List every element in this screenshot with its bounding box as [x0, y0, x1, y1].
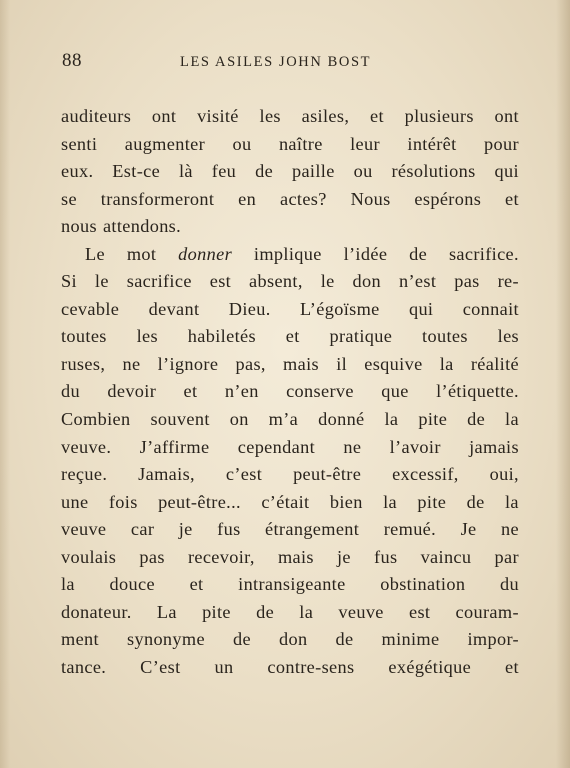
word: C’est — [140, 656, 181, 677]
word: les — [136, 326, 158, 347]
word: de — [255, 161, 274, 182]
word: qui — [494, 161, 519, 182]
word: du — [499, 574, 519, 595]
word: fois — [108, 491, 138, 512]
word: feu — [211, 161, 237, 182]
page-number: 88 — [62, 50, 82, 71]
word: obstination — [380, 574, 466, 595]
word: la — [384, 409, 399, 430]
word: espérons — [414, 188, 482, 209]
word: ont — [494, 106, 519, 126]
word: de — [409, 243, 428, 264]
word: pas — [454, 271, 480, 292]
word: leur — [350, 133, 380, 154]
text-line — [61, 296, 519, 324]
word: ment — [61, 629, 99, 650]
word: naître — [278, 133, 323, 154]
word: cevable — [61, 298, 120, 319]
word: les — [497, 326, 519, 347]
word: jamais — [469, 436, 519, 457]
text-line — [61, 544, 519, 572]
word: pas — [139, 546, 165, 567]
word: fus — [217, 519, 241, 540]
word: remué. — [383, 519, 437, 540]
word: le — [94, 271, 109, 292]
word: de — [232, 629, 251, 650]
word: Je — [460, 519, 477, 540]
word: sacrifice — [126, 271, 192, 292]
word: L’égoïsme — [299, 298, 380, 319]
word: qui — [408, 298, 434, 319]
word: veuve — [338, 601, 384, 622]
word: devoir — [107, 381, 157, 402]
text-line — [61, 516, 519, 544]
word: Est-ce — [112, 161, 161, 182]
word: Dieu. — [228, 298, 271, 319]
word: l’ignore — [157, 353, 219, 374]
word: recevoir, — [187, 546, 255, 567]
page-header — [62, 50, 518, 74]
word: absent, — [249, 271, 303, 292]
word: mais — [277, 546, 314, 567]
word: Combien — [61, 409, 131, 430]
word: c’est — [225, 464, 263, 485]
word: contre-sens — [267, 656, 355, 677]
word: il — [336, 353, 348, 374]
word: Jamais, — [138, 464, 195, 485]
word: senti — [61, 133, 98, 154]
word: m’a — [268, 409, 299, 430]
running-head: LES ASILES JOHN BOST — [180, 54, 372, 70]
word: impor- — [467, 629, 519, 650]
text-line — [61, 323, 519, 351]
text-line — [61, 461, 519, 489]
word: intransigeante — [238, 574, 346, 595]
word: paille — [291, 161, 335, 182]
word: veuve — [61, 519, 107, 540]
word: car — [130, 519, 155, 540]
text-line — [61, 268, 519, 296]
word: nous — [61, 216, 97, 237]
word: exégétique — [388, 656, 472, 677]
word: c’était — [261, 491, 310, 512]
text-line — [61, 489, 519, 517]
word: ne — [500, 519, 519, 540]
text-line — [61, 213, 519, 241]
text-line — [61, 406, 519, 434]
word: couram- — [455, 601, 519, 622]
word: là — [178, 161, 193, 182]
word: étrangement — [265, 519, 360, 540]
word: attendons. — [102, 216, 182, 237]
word: don — [352, 271, 382, 292]
word: devant — [148, 298, 200, 319]
word: les — [259, 106, 281, 126]
word: et — [285, 326, 300, 347]
word: eux. — [61, 161, 94, 182]
word: ruses, — [61, 353, 106, 374]
word: transformeront — [100, 188, 215, 209]
text-line — [61, 654, 519, 682]
word: pratique — [329, 326, 393, 347]
word: minime — [381, 629, 440, 650]
word: souvent — [150, 409, 210, 430]
word: La — [156, 601, 177, 622]
word: n’est — [398, 271, 437, 292]
word: mais — [283, 353, 319, 374]
word: toutes — [422, 326, 468, 347]
word: je — [337, 546, 351, 567]
word: pour — [484, 133, 519, 154]
word: par — [494, 546, 519, 567]
page-edge-left — [0, 0, 10, 768]
word: conserve — [286, 381, 354, 402]
word: la — [504, 491, 519, 512]
word: se — [61, 188, 77, 209]
word: de — [256, 601, 275, 622]
word: que — [381, 381, 409, 402]
text-line — [61, 434, 519, 462]
word: et — [189, 574, 204, 595]
word: en — [238, 188, 257, 209]
word: ou — [232, 133, 252, 154]
word: reçue. — [61, 464, 108, 485]
word: excessif, — [392, 464, 459, 485]
word: donateur. — [61, 601, 132, 622]
word: l’étiquette. — [436, 381, 519, 402]
word: la — [505, 409, 519, 430]
word: oui, — [489, 464, 519, 485]
word: réalité — [470, 353, 519, 374]
word: je — [178, 519, 193, 540]
text-line — [61, 241, 519, 269]
text-line — [61, 131, 519, 159]
page-edge-right — [556, 0, 570, 768]
word: actes? — [279, 188, 327, 209]
word: veuve. — [61, 436, 112, 457]
word: pite — [418, 409, 448, 430]
text-line — [61, 103, 519, 131]
word: augmenter — [124, 133, 206, 154]
word: et — [369, 106, 384, 126]
word: visité — [197, 106, 239, 126]
word: Nous — [350, 188, 391, 209]
word: auditeurs — [61, 106, 132, 126]
word: Le — [85, 243, 105, 264]
word: asiles, — [301, 106, 350, 126]
body-text — [61, 103, 519, 681]
word: sacrifice. — [448, 243, 519, 264]
word: fus — [374, 546, 398, 567]
word: peut-être — [293, 464, 362, 485]
word: ont — [151, 106, 177, 126]
word: synonyme — [127, 629, 205, 650]
word: mot — [126, 243, 157, 264]
word: la — [299, 601, 314, 622]
text-line — [61, 599, 519, 627]
word: ne — [122, 353, 141, 374]
word: on — [229, 409, 249, 430]
word: pite — [417, 491, 447, 512]
text-line — [61, 158, 519, 186]
word: et — [183, 381, 198, 402]
word: esquive — [364, 353, 423, 374]
word: don — [278, 629, 308, 650]
word: re- — [497, 271, 519, 292]
word: implique — [253, 243, 322, 264]
word: l’idée — [343, 243, 388, 264]
word: de — [335, 629, 354, 650]
word: de — [466, 491, 485, 512]
word: la — [61, 574, 75, 595]
word: donner — [178, 243, 233, 264]
word: intérêt — [407, 133, 457, 154]
word: connait — [462, 298, 519, 319]
word: l’avoir — [389, 436, 441, 457]
word: du — [61, 381, 80, 402]
word: un — [214, 656, 234, 677]
word: n’en — [224, 381, 259, 402]
word: une — [61, 491, 89, 512]
word: la — [439, 353, 454, 374]
word: bien — [329, 491, 363, 512]
word: résolutions — [391, 161, 476, 182]
text-line — [61, 626, 519, 654]
word: la — [383, 491, 398, 512]
word: et — [505, 656, 519, 677]
word: plusieurs — [404, 106, 474, 126]
word: pite — [202, 601, 231, 622]
word: douce — [109, 574, 155, 595]
word: Si — [61, 271, 77, 292]
word: le — [320, 271, 335, 292]
word: habiletés — [187, 326, 256, 347]
word: tance. — [61, 656, 107, 677]
word: vaincu — [420, 546, 472, 567]
word: pas, — [235, 353, 266, 374]
word: est — [408, 601, 431, 622]
word: toutes — [61, 326, 107, 347]
text-line — [61, 571, 519, 599]
word: ou — [353, 161, 373, 182]
word: est — [209, 271, 232, 292]
word: J’affirme — [139, 436, 210, 457]
word: peut-être... — [158, 491, 241, 512]
word: cependant — [237, 436, 316, 457]
text-line — [61, 378, 519, 406]
word: voulais — [61, 546, 117, 567]
word: ne — [343, 436, 362, 457]
word: de — [467, 409, 486, 430]
word: donné — [318, 409, 365, 430]
word: et — [505, 188, 519, 209]
text-line — [61, 351, 519, 379]
text-line — [61, 186, 519, 214]
